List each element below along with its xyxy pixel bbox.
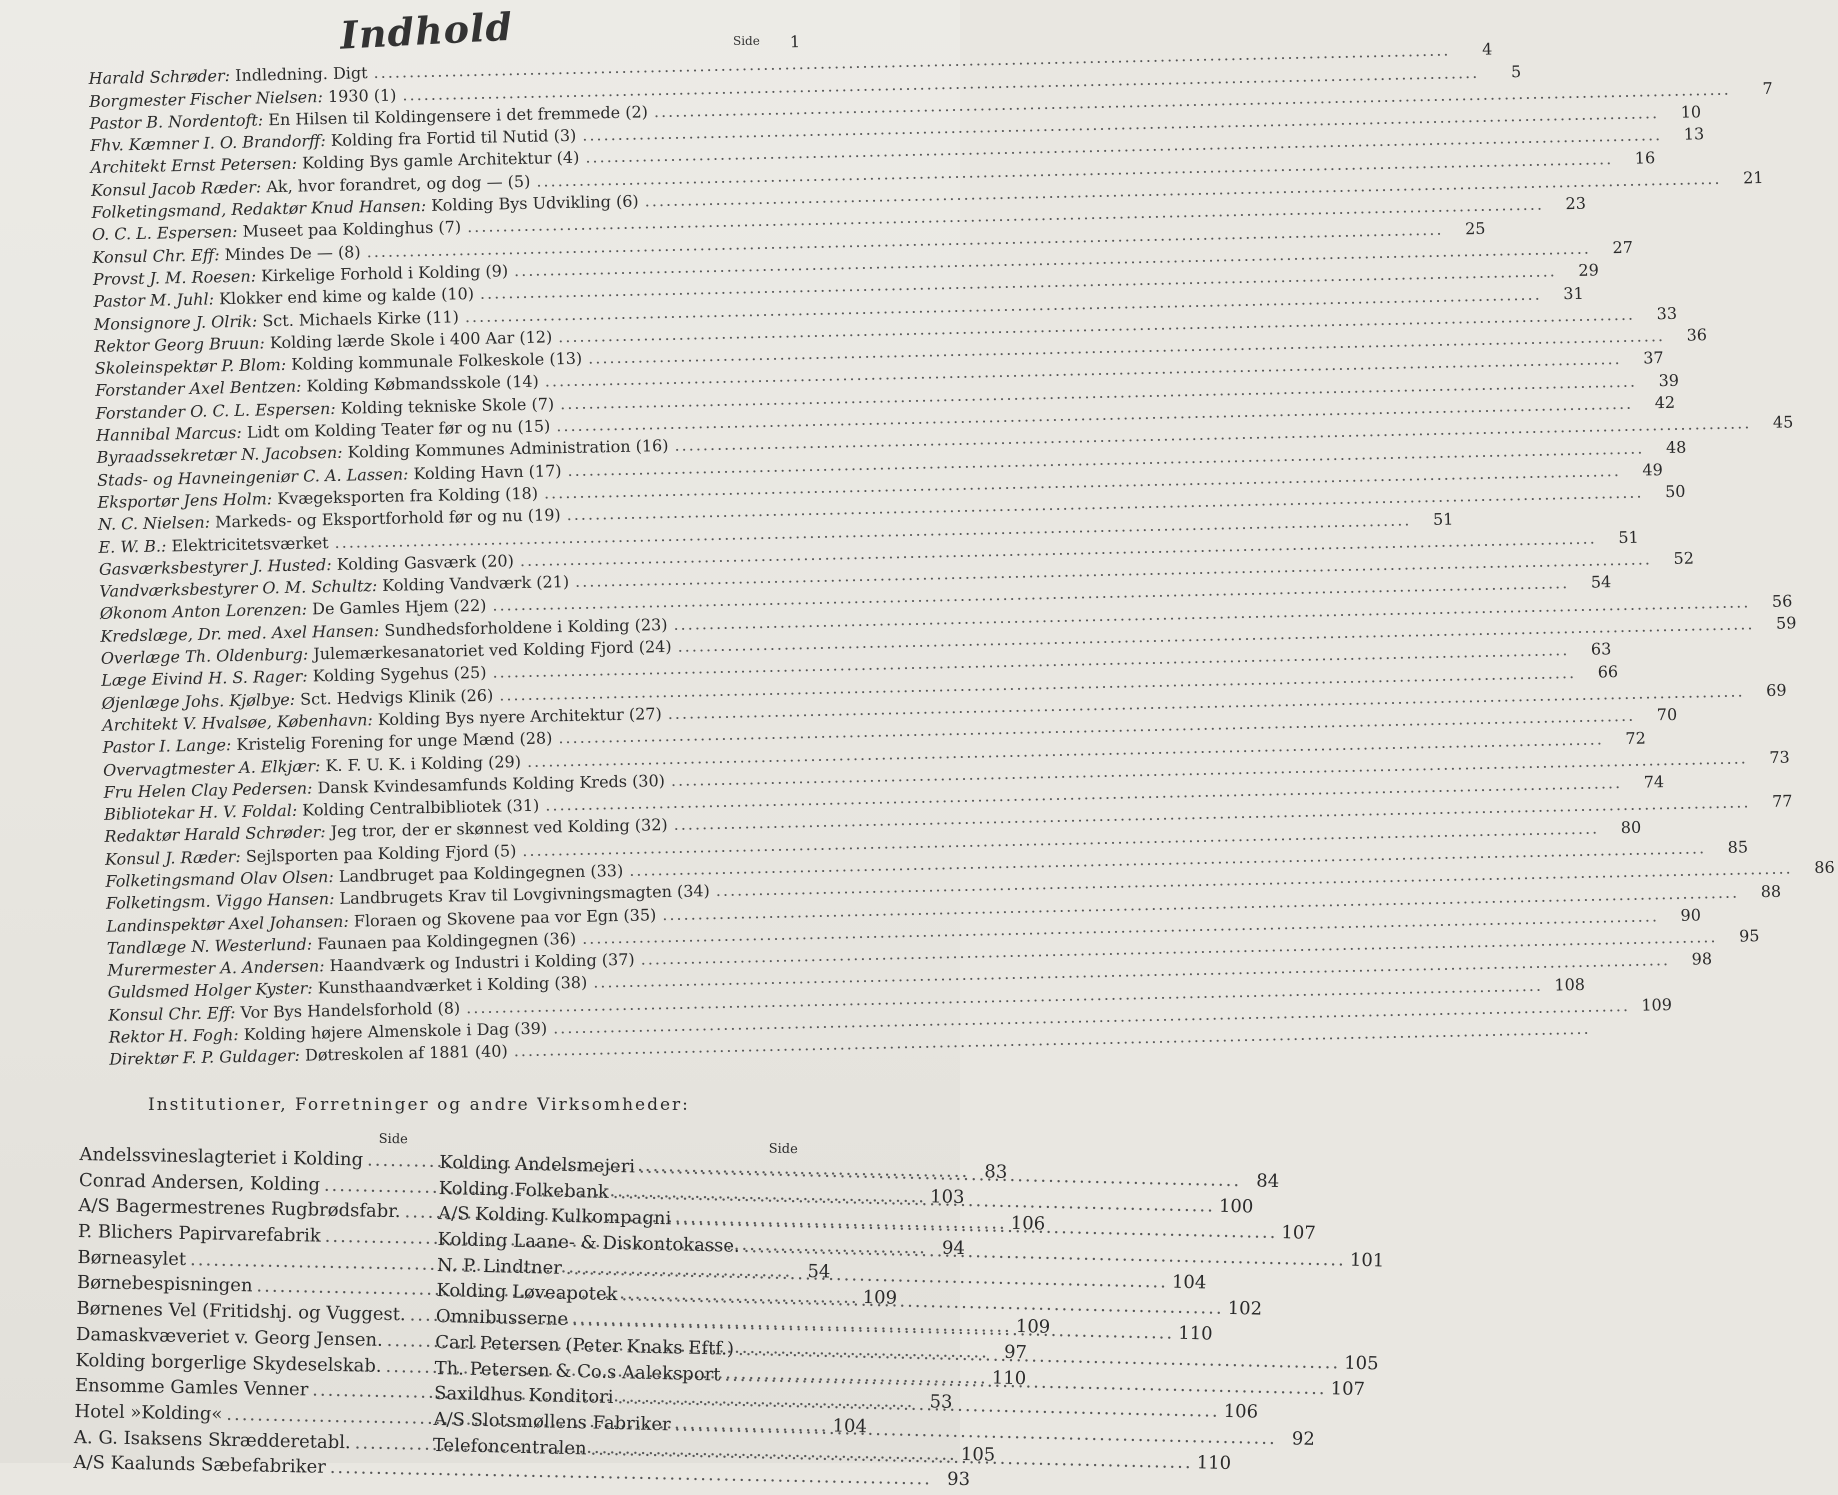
toc-author: Byraadssekretær N. Jacobsen: <box>96 443 343 468</box>
toc-author: Bibliotekar H. V. Foldal: <box>103 800 298 824</box>
institution-page-number: 84 <box>1256 1170 1280 1193</box>
toc-page-number: 72 <box>1625 728 1646 748</box>
toc-title: Klokker end kime og kalde (10) <box>218 284 475 309</box>
institution-name: Kolding Løveapotek <box>436 1280 618 1306</box>
toc-page-number: 73 <box>1769 747 1790 767</box>
institution-name: Andelssvineslagteriet i Kolding <box>79 1143 364 1171</box>
toc-page-number: 69 <box>1765 680 1787 700</box>
institution-name: A/S Kaalunds Sæbefabriker <box>73 1452 327 1479</box>
toc-author: Fru Helen Clay Pedersen: <box>103 778 313 802</box>
toc-page-number: 80 <box>1620 817 1642 837</box>
toc-title: Kolding lærde Skole i 400 Aar (12) <box>269 327 553 353</box>
toc-author: Landinspektør Axel Johansen: <box>106 911 349 936</box>
toc-title: Faunaen paa Koldingegnen (36) <box>317 928 577 954</box>
institution-name: A/S Kolding Kulkompagni <box>437 1203 672 1230</box>
toc-author: Overvagtmester A. Elkjær: <box>102 755 321 780</box>
institution-page-number: 97 <box>1003 1341 1028 1364</box>
institution-name: Kolding Folkebank <box>438 1177 610 1203</box>
toc-page-number: 63 <box>1590 639 1612 659</box>
toc-title: Kolding højere Almenskole i Dag (39) <box>243 1018 548 1045</box>
toc-page-number: 42 <box>1654 392 1676 413</box>
institution-page-number: 110 <box>1196 1451 1232 1474</box>
institution-name: P. Blichers Papirvarefabrik <box>77 1221 321 1247</box>
toc-page-number: 50 <box>1664 481 1686 502</box>
toc-author: Skoleinspektør P. Blom: <box>94 355 287 379</box>
toc-title: Kolding Bys gamle Architektur (4) <box>301 148 580 174</box>
toc-title: Kolding tekniske Skole (7) <box>340 394 555 418</box>
toc-page-number: 25 <box>1464 218 1486 238</box>
toc-page-number: 95 <box>1738 926 1760 946</box>
institution-page-number: 109 <box>1015 1316 1051 1338</box>
toc-author: Gasværksbestyrer J. Husted: <box>98 554 332 579</box>
contents-list <box>88 31 1835 1071</box>
toc-page-number: 31 <box>1563 283 1584 303</box>
toc-page-number: 74 <box>1643 772 1665 792</box>
institution-page-number: 100 <box>1218 1195 1254 1218</box>
institution-name: Børneasylet <box>77 1246 187 1270</box>
toc-page-number: 54 <box>1590 572 1612 593</box>
institution-name: Conrad Andersen, Kolding <box>78 1169 321 1196</box>
toc-title: Kristelig Forening for unge Mænd (28) <box>236 728 553 755</box>
institution-name: Kolding Andelsmejeri <box>439 1151 636 1178</box>
toc-title: Kolding Købmandsskole (14) <box>306 372 540 396</box>
toc-author: Harald Schrøder: <box>88 66 231 89</box>
toc-page-number: 36 <box>1686 325 1708 345</box>
toc-page-number: 108 <box>1554 974 1586 995</box>
toc-page-number: 5 <box>1510 61 1522 81</box>
toc-title: Floraen og Skovene paa vor Egn (35) <box>353 904 657 931</box>
institution-page-number: 106 <box>1010 1213 1046 1235</box>
toc-author: Murermester A. Andersen: <box>107 956 325 980</box>
toc-page-number: 56 <box>1771 591 1793 611</box>
toc-author: Konsul Jacob Ræder: <box>90 177 262 200</box>
toc-title: Døtreskolen af 1881 (40) <box>304 1041 508 1066</box>
toc-title: Mindes De — (8) <box>224 242 361 264</box>
institution-page-number: 102 <box>1227 1298 1263 1321</box>
toc-author: Økonom Anton Lorenzen: <box>99 599 308 624</box>
toc-title: Kolding Sygehus (25) <box>312 663 487 686</box>
toc-page-number: 10 <box>1680 102 1702 122</box>
institution-name: Omnibusserne <box>435 1306 569 1331</box>
toc-page-number: 39 <box>1658 370 1680 390</box>
institution-name: Carl Petersen (Peter Knaks Eftf.) <box>435 1331 735 1360</box>
toc-title: Ak, hvor forandret, og dog — (5) <box>266 171 531 197</box>
toc-page-number: 51 <box>1432 509 1454 529</box>
toc-page-number <box>1597 1033 1633 1034</box>
toc-author: Vandværksbestyrer O. M. Schultz: <box>99 576 378 602</box>
toc-title: Dansk Kvindesamfunds Kolding Kreds (30) <box>317 770 666 798</box>
toc-page-number: 98 <box>1691 949 1713 970</box>
side-column-label: Side <box>733 34 760 48</box>
toc-author: O. C. L. Espersen: <box>91 222 238 245</box>
toc-page-number: 86 <box>1814 857 1835 878</box>
toc-page-number: 88 <box>1760 881 1782 901</box>
toc-title: Landbruget paa Koldingegnen (33) <box>338 860 624 886</box>
toc-title: Kirkelige Forhold i Kolding (9) <box>260 261 509 286</box>
toc-author: Eksportør Jens Holm: <box>97 489 273 512</box>
toc-author: Architekt V. Hvalsøe, København: <box>102 710 374 735</box>
toc-author: Konsul Chr. Eff: <box>108 1002 236 1025</box>
institution-page-number: 110 <box>1178 1322 1213 1345</box>
institution-page-number: 107 <box>1330 1377 1366 1400</box>
toc-title: Elektricitetsværket <box>171 532 329 555</box>
toc-title: Markeds- og Eksportforhold før og nu (19) <box>214 505 561 532</box>
toc-title: Haandværk og Industri i Kolding (37) <box>329 949 635 976</box>
institution-page-number: 104 <box>1171 1271 1207 1294</box>
toc-author: Forstander Axel Bentzen: <box>95 377 302 401</box>
institution-page-number: 53 <box>929 1391 953 1413</box>
toc-page-number: 37 <box>1643 348 1664 368</box>
institution-page-number: 105 <box>960 1443 996 1466</box>
toc-title: Kolding Bys Udvikling (6) <box>431 191 639 215</box>
toc-page-number: 27 <box>1612 237 1634 258</box>
side-label-right: Side <box>768 1141 798 1158</box>
toc-author: Provst J. M. Roesen: <box>92 266 257 289</box>
toc-title: Museet paa Koldinghus (7) <box>242 217 462 242</box>
institution-page-number: 106 <box>1223 1401 1259 1423</box>
institution-page-number: 93 <box>946 1468 971 1491</box>
institution-page-number: 83 <box>984 1161 1008 1183</box>
side-label-left: Side <box>378 1131 408 1148</box>
toc-page-number: 52 <box>1673 548 1695 569</box>
toc-author: Folketingsm. Viggo Hansen: <box>105 889 335 914</box>
institution-name: Børnenes Vel (Fritidshj. og Vuggest. <box>76 1298 406 1326</box>
institution-name: A/S Slotsmøllens Fabriker <box>433 1408 671 1436</box>
toc-page-number: 109 <box>1641 995 1673 1015</box>
toc-page-number: 21 <box>1742 168 1764 188</box>
toc-title: Kolding Kommunes Administration (16) <box>347 436 669 462</box>
toc-author: Forstander O. C. L. Espersen: <box>95 398 336 423</box>
toc-author: Hannibal Marcus: <box>95 422 242 445</box>
toc-title: Kolding fra Fortid til Nutid (3) <box>330 125 577 151</box>
institution-name: A/S Bagermestrenes Rugbrødsfabr. <box>78 1195 401 1223</box>
toc-title: Kolding Gasværk (20) <box>336 551 515 574</box>
toc-title: De Gamles Hjem (22) <box>311 596 487 619</box>
toc-author: Rektor H. Fogh: <box>108 1025 239 1047</box>
institution-name: Børnebespisningen <box>76 1272 253 1297</box>
toc-author: Øjenlæge Johs. Kjølbye: <box>101 689 296 713</box>
toc-author: Stads- og Havneingeniør C. A. Lassen: <box>96 464 409 490</box>
toc-author: Monsignore J. Olrik: <box>93 311 258 334</box>
institution-page-number: 107 <box>1281 1222 1316 1245</box>
toc-page-number: 51 <box>1618 527 1639 547</box>
institution-page-number: 103 <box>929 1186 965 1208</box>
toc-author: Borgmester Fischer Nielsen: <box>88 86 324 111</box>
toc-page-number: 45 <box>1772 412 1794 433</box>
toc-author: Pastor B. Nordentoft: <box>89 110 264 133</box>
toc-author: Læge Eivind H. S. Rager: <box>101 666 308 691</box>
institution-page-number: 104 <box>832 1415 868 1438</box>
toc-author: Architekt Ernst Petersen: <box>90 154 298 178</box>
institution-name: Th. Petersen & Co.s Aaleksport <box>434 1357 721 1385</box>
toc-page-number: 16 <box>1634 147 1656 168</box>
toc-author: Folketingsmand, Redaktør Knud Hansen: <box>91 196 427 223</box>
toc-title: Kolding Vandværk (21) <box>382 572 570 596</box>
toc-title: Landbrugets Krav til Lovgivningsmagten (34) <box>339 881 711 909</box>
institution-page-number: 54 <box>807 1260 831 1283</box>
toc-title: Vor Bys Handelsforhold (8) <box>240 998 461 1022</box>
toc-author: Konsul J. Ræder: <box>104 846 241 869</box>
institution-entry <box>73 1450 971 1491</box>
toc-page-number: 29 <box>1578 260 1599 281</box>
institution-page-number: 105 <box>1343 1352 1379 1375</box>
toc-author: Direktør F. P. Guldager: <box>109 1046 301 1070</box>
toc-page-number: 13 <box>1683 124 1705 145</box>
toc-author: Folketingsmand Olav Olsen: <box>105 867 334 891</box>
institution-name: Saxildhus Konditori <box>433 1383 614 1409</box>
toc-title: Sct. Michaels Kirke (11) <box>262 306 460 330</box>
toc-author: Pastor M. Juhl: <box>93 289 215 312</box>
institution-name: A. G. Isaksens Skrædderetabl. <box>73 1426 351 1453</box>
institution-name: Damaskvæveriet v. Georg Jensen. <box>75 1323 383 1351</box>
toc-page-number: 70 <box>1656 705 1678 725</box>
institution-page-number: 101 <box>1349 1249 1385 1272</box>
toc-author: Rektor Georg Bruun: <box>94 333 266 356</box>
toc-author: Kredslæge, Dr. med. Axel Hansen: <box>100 620 380 646</box>
toc-page-number: 77 <box>1771 791 1793 812</box>
toc-page-number: 90 <box>1680 905 1702 925</box>
toc-page-number: 85 <box>1727 837 1749 857</box>
institution-name: Kolding borgerlige Skydeselskab. <box>75 1349 382 1377</box>
toc-title: K. F. U. K. i Kolding (29) <box>325 751 522 775</box>
institution-name: Hotel »Kolding« <box>74 1400 223 1425</box>
toc-title: En Hilsen til Koldingensere i det fremmede (2) <box>268 102 649 130</box>
toc-page-number: 1 <box>789 32 801 52</box>
toc-title: Indledning. Digt <box>234 63 368 86</box>
toc-title: Sejlsporten paa Kolding Fjord (5) <box>245 840 517 866</box>
toc-title: Kolding kommunale Folkeskole (13) <box>291 348 583 374</box>
toc-title: Julemærkesanatoriet ved Kolding Fjord (24) <box>313 636 672 664</box>
institutions-heading: Institutioner, Forretninger og andre Virksomheder: <box>148 1095 690 1115</box>
toc-title: Kvægeksporten fra Kolding (18) <box>277 483 539 509</box>
institution-page-number: 94 <box>941 1237 966 1260</box>
toc-author: Tandlæge N. Westerlund: <box>106 934 313 958</box>
institution-name: Ensomme Gamles Venner <box>74 1375 309 1401</box>
institution-name: Kolding Laane- & Diskontokasse. <box>437 1229 740 1257</box>
institution-name: N. P. Lindtner <box>436 1254 563 1279</box>
toc-page-number: 4 <box>1481 39 1493 60</box>
toc-author: Pastor I. Lange: <box>102 735 232 758</box>
toc-page-number: 66 <box>1597 661 1619 682</box>
toc-page-number: 7 <box>1762 78 1773 98</box>
institution-page-number: 109 <box>862 1287 898 1310</box>
toc-title: 1930 (1) <box>327 85 397 106</box>
toc-title: Kolding Havn (17) <box>413 460 562 483</box>
toc-title: Kolding Centralbibliotek (31) <box>302 795 540 820</box>
toc-author: N. C. Nielsen: <box>97 512 211 535</box>
institution-page-number: 92 <box>1291 1428 1316 1450</box>
toc-page-number: 48 <box>1665 437 1687 457</box>
toc-page-number: 49 <box>1642 460 1663 480</box>
toc-title: Kunsthaandværket i Kolding (38) <box>317 973 588 998</box>
toc-title: Sundhedsforholdene i Kolding (23) <box>384 614 668 640</box>
toc-author: Guldsmed Holger Kyster: <box>107 978 313 1003</box>
toc-title: Lidt om Kolding Teater før og nu (15) <box>246 416 551 442</box>
toc-page-number: 33 <box>1656 303 1678 324</box>
toc-page-number: 23 <box>1565 194 1587 214</box>
page-title: Indhold <box>338 3 515 58</box>
toc-page-number: 59 <box>1775 613 1797 633</box>
toc-title: Jeg tror, der er skønnest ved Kolding (32) <box>330 815 668 842</box>
toc-title: Sct. Hedvigs Klinik (26) <box>299 685 494 709</box>
institution-name: Telefoncentralen <box>432 1434 587 1459</box>
toc-author: Fhv. Kæmner I. O. Brandorff: <box>89 131 326 156</box>
institution-page-number: 110 <box>991 1367 1027 1389</box>
toc-author: Overlæge Th. Oldenburg: <box>100 644 309 668</box>
toc-author: Redaktør Harald Schrøder: <box>104 822 326 847</box>
toc-title: Kolding Bys nyere Architektur (27) <box>377 704 662 729</box>
toc-author: Konsul Chr. Eff: <box>92 244 220 267</box>
toc-author: E. W. B.: <box>98 536 167 557</box>
